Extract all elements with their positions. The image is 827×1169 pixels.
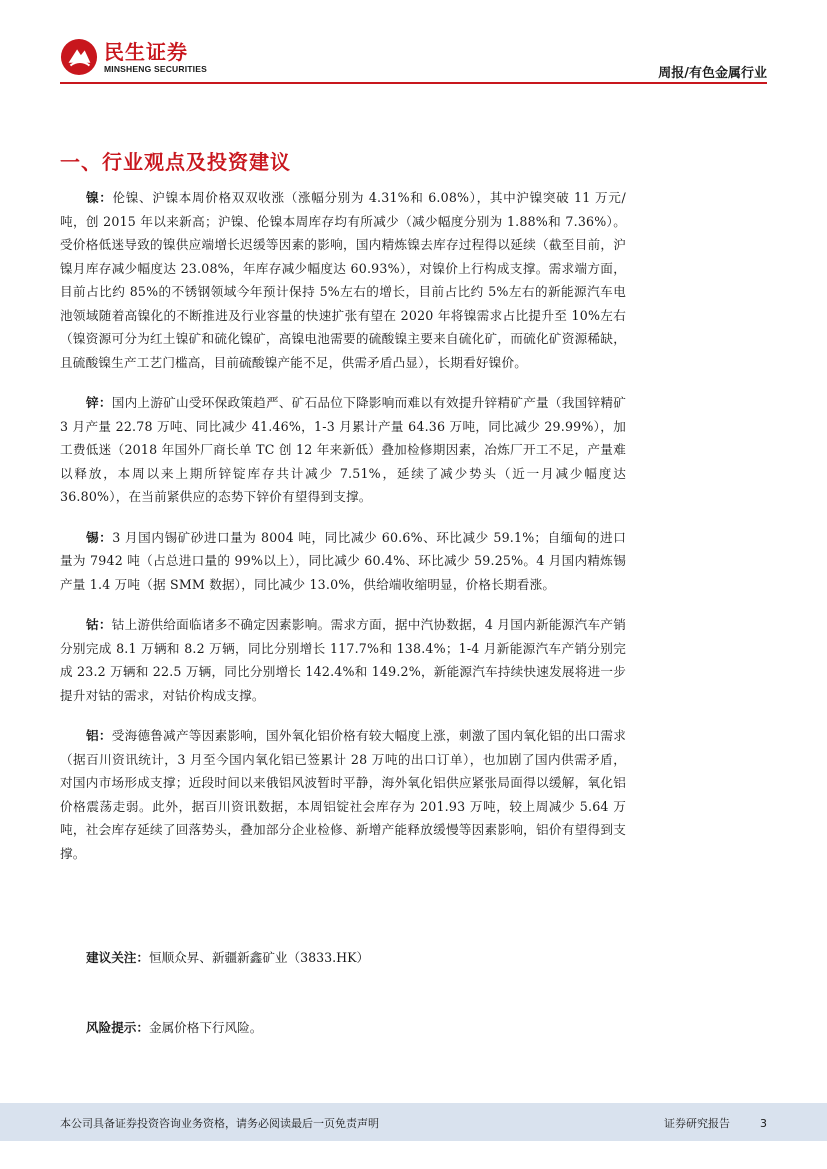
paragraph-label: 锌： xyxy=(86,395,112,410)
minsheng-logo-icon xyxy=(60,38,98,76)
report-type-label: 周报/有色金属行业 xyxy=(658,66,767,81)
tin-paragraph xyxy=(60,526,626,597)
paragraph-text: 3 月国内锡矿砂进口量为 8004 吨，同比减少 60.6%、环比减少 59.1%；自缅甸的进口量为 7942 吨（占总进口量的 99%以上），同比减少 60.4%、环比减少 59.25%。4 月国内精炼锡产量 1.4 万吨（据 SMM 数据），同比减少 13.0%，供给端收缩明显，价格长期看涨。 xyxy=(60,529,626,592)
risk-label: 风险提示： xyxy=(86,1020,149,1035)
header-divider xyxy=(60,82,767,84)
paragraph-text: 伦镍、沪镍本周价格双双收涨（涨幅分别为 4.31%和 6.08%），其中沪镍突破 11 万元/吨，创 2015 年以来新高；沪镍、伦镍本周库存均有所减少（减少幅度分别为 1.88%和 7.36%）。受价格低迷导致的镍供应端增长迟缓等因素的影响，国内精炼镍去库存过程得以延续（截至目前，沪镍月库存减少幅度达 23.08%，年库存减少幅度达 60.93%），对镍价上行构成支撑。需求端方面，目前占比约 85%的不锈钢领域今年预计保持 5%左右的增长，目前占比约 5%左右的新能源汽车电池领域随着高镍化的不断推进及行业容量的快速扩张有望在 2020 年将镍需求占比提升至 10%左右（镍资源可分为红土镍矿和硫化镍矿，高镍电池需要的硫酸镍主要来自硫化矿，而硫化矿资源稀缺，且硫酸镍生产工艺门槛高，目前硫酸镍产能不足，供需矛盾凸显），长期看好镍价。 xyxy=(60,190,626,370)
page-header xyxy=(0,0,827,88)
paragraph-label: 锡： xyxy=(86,529,113,545)
section-title: 一、行业观点及投资建议 xyxy=(60,150,291,174)
company-logo xyxy=(60,38,207,76)
paragraph-label: 镍： xyxy=(86,190,113,205)
risk-text: 金属价格下行风险。 xyxy=(148,1020,263,1035)
recommendation-label: 建议关注： xyxy=(86,950,149,965)
footer-disclaimer: 本公司具备证券投资咨询业务资格，请务必阅读最后一页免责声明 xyxy=(60,1117,379,1130)
paragraph-label: 钴： xyxy=(86,617,112,632)
zinc-paragraph xyxy=(60,391,626,509)
aluminum-paragraph xyxy=(60,724,626,865)
body-content xyxy=(60,186,626,882)
footer-doc-type: 证券研究报告 xyxy=(664,1117,730,1130)
paragraph-text: 钴上游供给面临诸多不确定因素影响。需求方面，据中汽协数据，4 月国内新能源汽车产销分别完成 8.1 万辆和 8.2 万辆，同比分别增长 117.7%和 138.4%；1-4 月新能源汽车产销分别完成 23.2 万辆和 22.5 万辆，同比分别增长 142.4%和 149.2%，新能源汽车持续快速发展将进一步提升对钴的需求，对钴价构成支撑。 xyxy=(60,617,627,703)
nickel-paragraph xyxy=(60,186,626,374)
recommendation-line xyxy=(60,946,626,970)
paragraph-text: 受海德鲁减产等因素影响，国外氧化铝价格有较大幅度上涨，刺激了国内氧化铝的出口需求（据百川资讯统计，3 月至今国内氧化铝已签累计 28 万吨的出口订单），也加剧了国内供需矛盾，对国内市场形成支撑；近段时间以来俄铝风波暂时平静，海外氧化铝供应紧张局面得以缓解，氧化铝价格震荡走弱。此外，据百川资讯数据，本周铝锭社会库存为 201.93 万吨，较上周减少 5.64 万吨，社会库存延续了回落势头，叠加部分企业检修、新增产能释放缓慢等因素影响，铝价有望得到支撑。 xyxy=(60,728,626,861)
footer-right xyxy=(664,1115,767,1131)
logo-chinese-name: 民生证券 xyxy=(104,39,188,64)
risk-line xyxy=(60,1016,626,1040)
page-footer xyxy=(0,1103,827,1141)
paragraph-label: 铝： xyxy=(86,728,112,743)
cobalt-paragraph xyxy=(60,613,626,707)
recommendation-text: 恒顺众昇、新疆新鑫矿业（3833.HK） xyxy=(148,950,370,965)
logo-english-name: MINSHENG SECURITIES xyxy=(104,63,207,74)
page-number: 3 xyxy=(760,1117,767,1130)
paragraph-text: 国内上游矿山受环保政策趋严、矿石品位下降影响而难以有效提升锌精矿产量（我国锌精矿 3 月产量 22.78 万吨、同比减少 41.46%，1-3 月累计产量 64.36 万吨，同比减少 29.99%），加工费低迷（2018 年国外厂商长单 TC 创 12 年来新低）叠加检修期因素，冶炼厂开工不足，产量难以释放，本周以来上期所锌锭库存共计减少 7.51%，延续了减少势头（近一月减少幅度达 36.80%），在当前紧供应的态势下锌价有望得到支撑。 xyxy=(60,395,626,504)
